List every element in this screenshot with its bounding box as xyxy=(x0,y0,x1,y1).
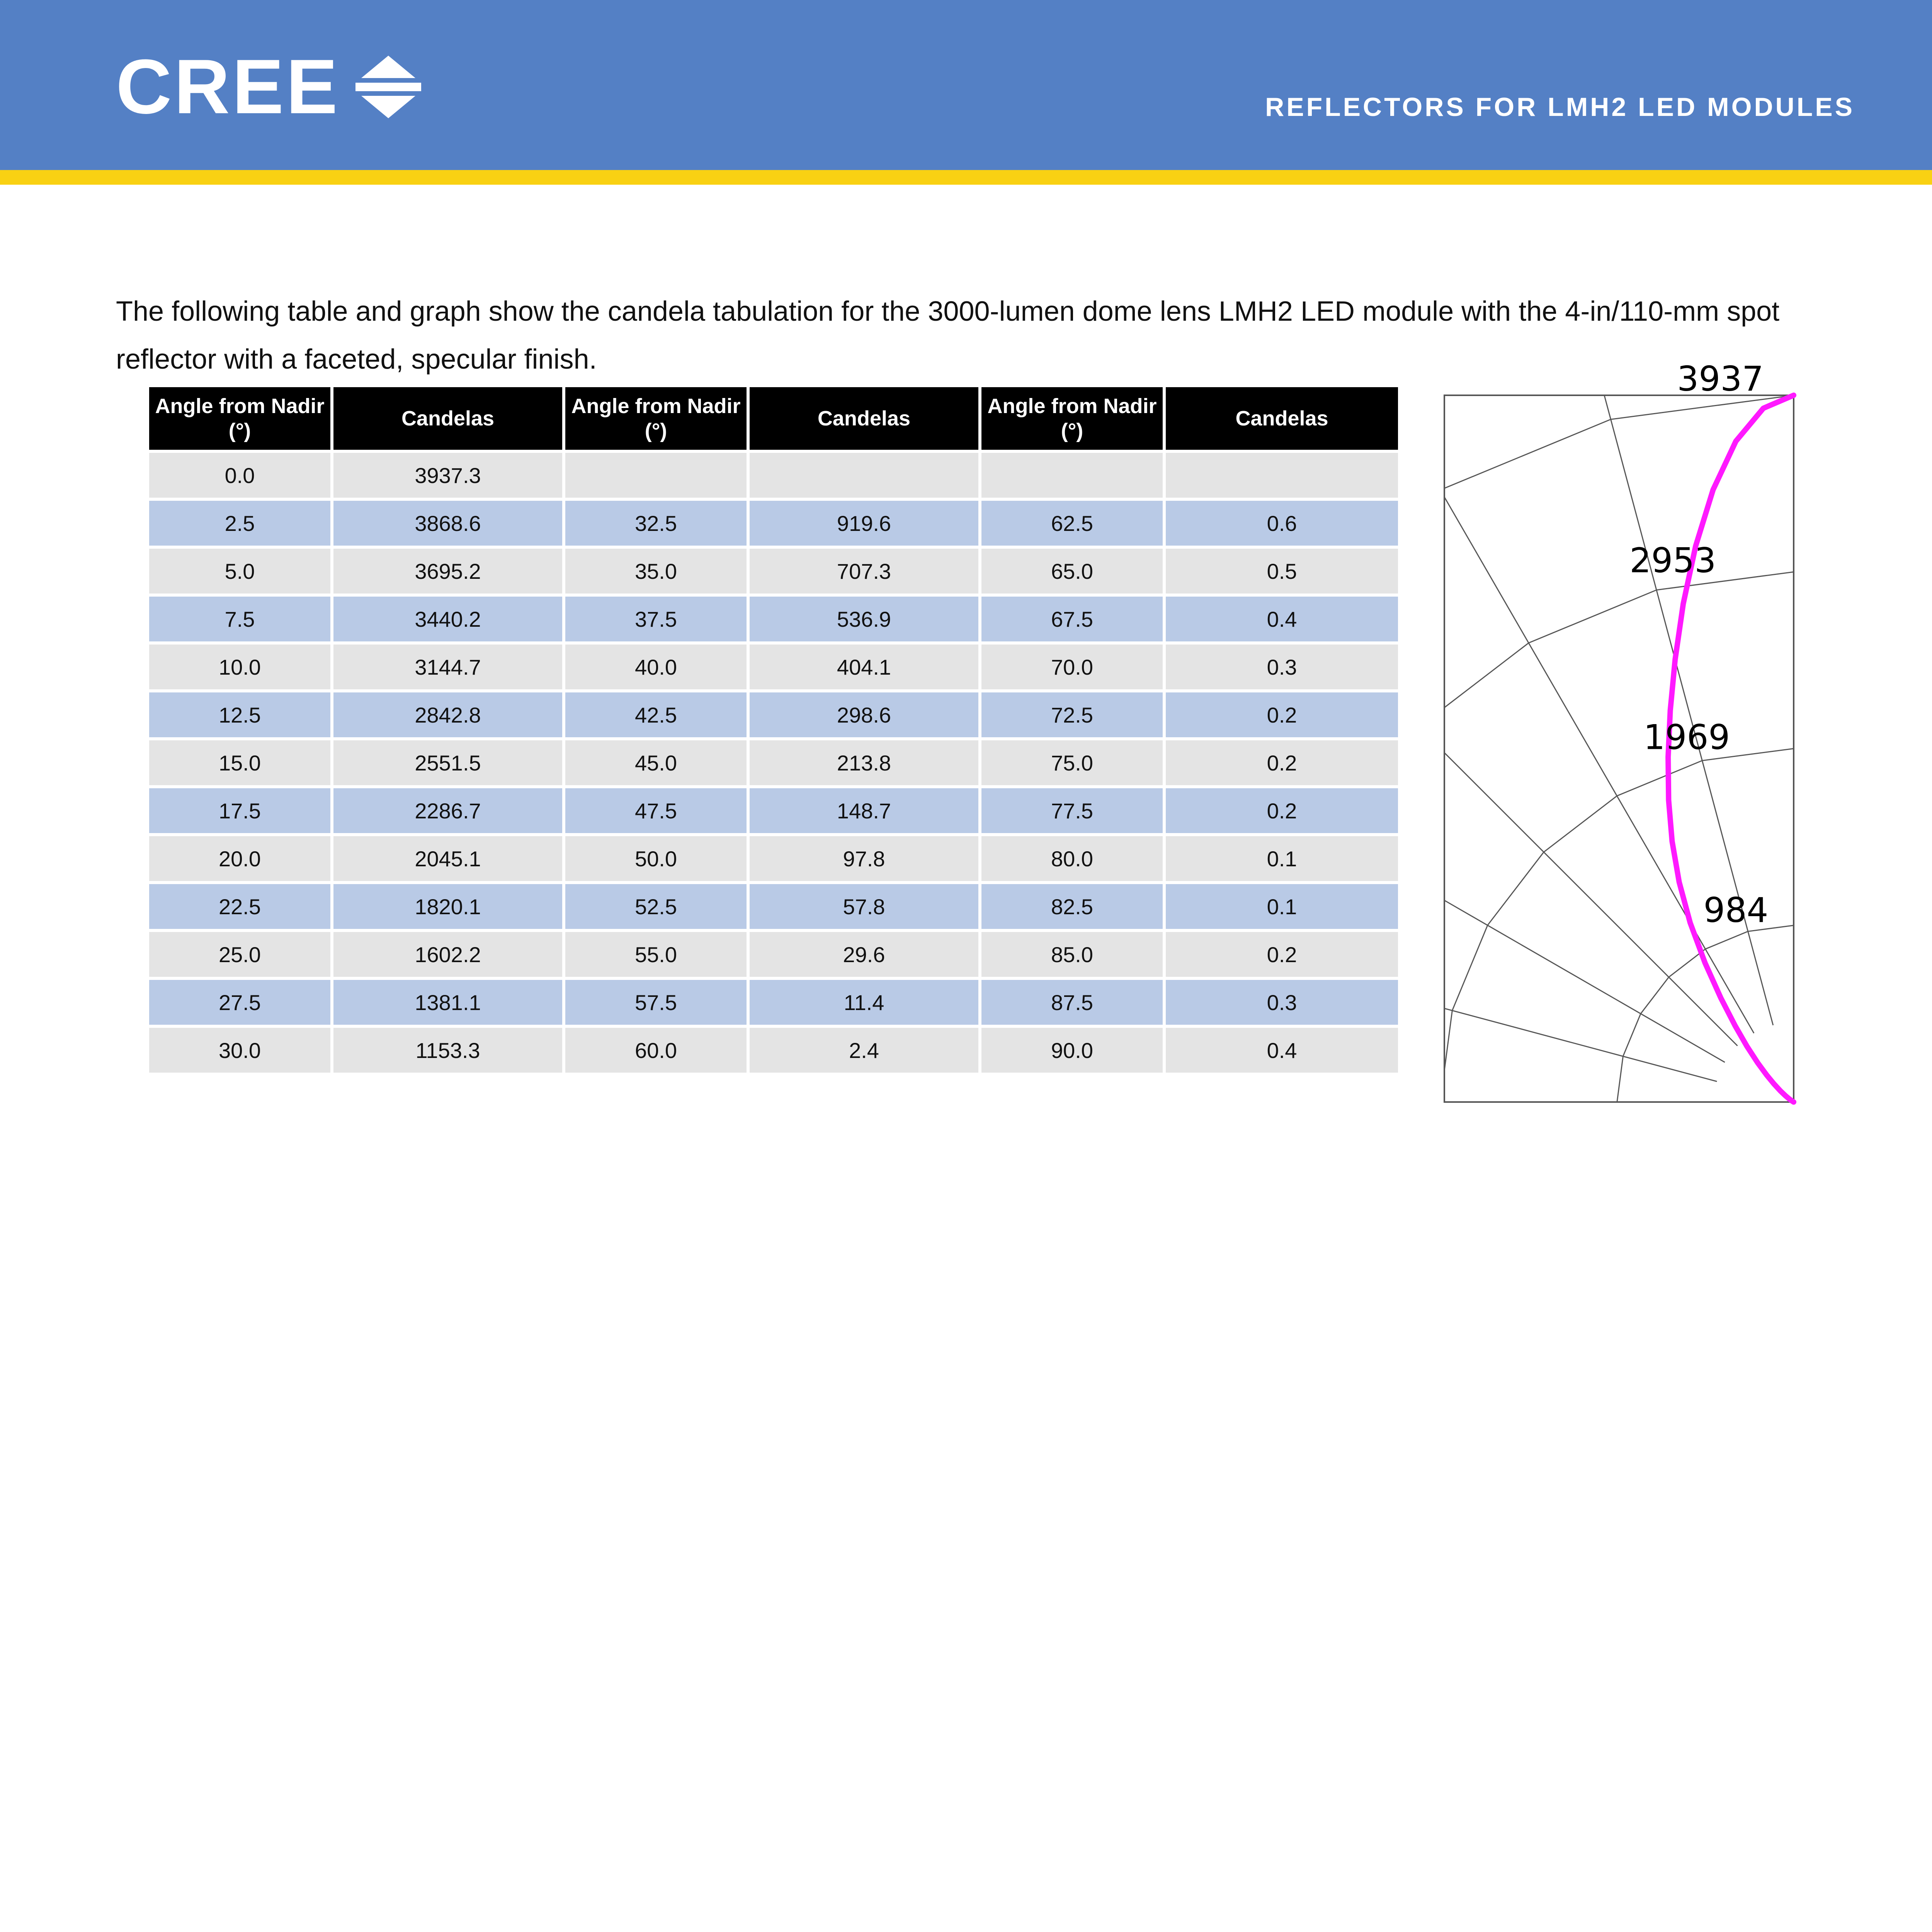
table-header-row xyxy=(148,386,1400,451)
candela-cell: 2286.7 xyxy=(332,787,564,835)
candela-cell: 0.1 xyxy=(1164,883,1400,930)
candela-cell: 3695.2 xyxy=(332,547,564,595)
angle-cell: 57.5 xyxy=(564,978,748,1026)
ring-label: 3937 xyxy=(1677,359,1764,399)
angle-cell xyxy=(980,451,1164,499)
angle-cell: 70.0 xyxy=(980,643,1164,691)
angle-cell: 87.5 xyxy=(980,978,1164,1026)
candela-cell: 1602.2 xyxy=(332,930,564,978)
candela-cell: 0.2 xyxy=(1164,787,1400,835)
angle-cell: 67.5 xyxy=(980,595,1164,643)
candela-table xyxy=(146,384,1401,1076)
angle-cell: 82.5 xyxy=(980,883,1164,930)
angle-cell xyxy=(564,451,748,499)
candela-cell: 2551.5 xyxy=(332,739,564,787)
candela-cell: 11.4 xyxy=(748,978,980,1026)
angle-cell: 27.5 xyxy=(148,978,332,1026)
candela-cell: 0.3 xyxy=(1164,643,1400,691)
candela-cell xyxy=(748,451,980,499)
column-header-angle: Angle from Nadir (°) xyxy=(564,386,748,451)
angle-cell: 75.0 xyxy=(980,739,1164,787)
graph-frame xyxy=(1444,395,1794,1102)
candela-cell: 0.1 xyxy=(1164,835,1400,883)
angle-cell: 60.0 xyxy=(564,1026,748,1074)
candela-cell: 1381.1 xyxy=(332,978,564,1026)
candela-cell: 0.2 xyxy=(1164,739,1400,787)
angle-cell: 40.0 xyxy=(564,643,748,691)
table-row xyxy=(148,691,1400,739)
candela-cell: 0.4 xyxy=(1164,1026,1400,1074)
angle-cell: 7.5 xyxy=(148,595,332,643)
candela-cell: 919.6 xyxy=(748,499,980,547)
angle-cell: 72.5 xyxy=(980,691,1164,739)
candela-cell: 3937.3 xyxy=(332,451,564,499)
angle-cell: 45.0 xyxy=(564,739,748,787)
candela-cell: 0.4 xyxy=(1164,595,1400,643)
angle-cell: 65.0 xyxy=(980,547,1164,595)
polar-graph-svg xyxy=(1441,359,1797,1109)
angle-cell: 32.5 xyxy=(564,499,748,547)
column-header-candelas: Candelas xyxy=(748,386,980,451)
angle-cell: 17.5 xyxy=(148,787,332,835)
table-row xyxy=(148,787,1400,835)
candela-cell: 57.8 xyxy=(748,883,980,930)
intro-paragraph: The following table and graph show the candela tabulation for the 3000-lumen dome lens LMH2 LED module with the 4-in/110-mm spot reflector with a faceted, specular finish. xyxy=(116,296,1780,375)
candela-cell: 0.5 xyxy=(1164,547,1400,595)
candela-cell: 3440.2 xyxy=(332,595,564,643)
candela-cell: 3868.6 xyxy=(332,499,564,547)
header-accent-stripe xyxy=(0,170,1932,185)
angle-cell: 10.0 xyxy=(148,643,332,691)
table-row xyxy=(148,835,1400,883)
table-row xyxy=(148,451,1400,499)
candela-cell: 1820.1 xyxy=(332,883,564,930)
table-row xyxy=(148,978,1400,1026)
angle-cell: 22.5 xyxy=(148,883,332,930)
angle-cell: 25.0 xyxy=(148,930,332,978)
column-header-candelas: Candelas xyxy=(332,386,564,451)
candela-cell: 536.9 xyxy=(748,595,980,643)
candela-cell: 213.8 xyxy=(748,739,980,787)
angle-cell: 85.0 xyxy=(980,930,1164,978)
angle-cell: 80.0 xyxy=(980,835,1164,883)
angle-cell: 47.5 xyxy=(564,787,748,835)
table-row xyxy=(148,499,1400,547)
column-header-angle: Angle from Nadir (°) xyxy=(148,386,332,451)
angle-cell: 37.5 xyxy=(564,595,748,643)
angle-cell: 90.0 xyxy=(980,1026,1164,1074)
table-row xyxy=(148,930,1400,978)
angle-cell: 77.5 xyxy=(980,787,1164,835)
angle-cell: 5.0 xyxy=(148,547,332,595)
table-row xyxy=(148,643,1400,691)
column-header-angle: Angle from Nadir (°) xyxy=(980,386,1164,451)
candela-cell: 0.6 xyxy=(1164,499,1400,547)
candela-cell: 148.7 xyxy=(748,787,980,835)
angle-cell: 30.0 xyxy=(148,1026,332,1074)
candela-cell: 3144.7 xyxy=(332,643,564,691)
candela-cell: 0.2 xyxy=(1164,930,1400,978)
angle-cell: 15.0 xyxy=(148,739,332,787)
candela-polar-graph xyxy=(1441,359,1797,1109)
angle-cell: 20.0 xyxy=(148,835,332,883)
candela-cell: 97.8 xyxy=(748,835,980,883)
candela-table-container xyxy=(146,384,1398,1076)
angle-cell: 52.5 xyxy=(564,883,748,930)
angle-cell: 55.0 xyxy=(564,930,748,978)
table-row xyxy=(148,739,1400,787)
candela-cell: 707.3 xyxy=(748,547,980,595)
cree-chevrons-icon xyxy=(355,54,421,120)
candela-cell: 0.2 xyxy=(1164,691,1400,739)
candela-cell: 2842.8 xyxy=(332,691,564,739)
table-row xyxy=(148,547,1400,595)
logo-text: CREE xyxy=(116,44,340,130)
angle-cell: 62.5 xyxy=(980,499,1164,547)
angle-cell: 12.5 xyxy=(148,691,332,739)
candela-cell: 2045.1 xyxy=(332,835,564,883)
candela-cell: 1153.3 xyxy=(332,1026,564,1074)
document-title: REFLECTORS FOR LMH2 LED MODULES xyxy=(1265,92,1855,122)
page-header xyxy=(0,0,1932,170)
column-header-candelas: Candelas xyxy=(1164,386,1400,451)
angle-cell: 2.5 xyxy=(148,499,332,547)
cree-logo xyxy=(116,44,421,130)
table-row xyxy=(148,883,1400,930)
ring-label: 984 xyxy=(1703,890,1769,930)
candela-cell: 0.3 xyxy=(1164,978,1400,1026)
ring-label: 2953 xyxy=(1629,541,1716,581)
table-row xyxy=(148,595,1400,643)
angle-cell: 50.0 xyxy=(564,835,748,883)
candela-cell: 404.1 xyxy=(748,643,980,691)
candela-cell xyxy=(1164,451,1400,499)
angle-cell: 42.5 xyxy=(564,691,748,739)
ring-label: 1969 xyxy=(1643,717,1730,757)
angle-cell: 0.0 xyxy=(148,451,332,499)
table-body xyxy=(148,451,1400,1074)
candela-cell: 29.6 xyxy=(748,930,980,978)
table-row xyxy=(148,1026,1400,1074)
candela-cell: 298.6 xyxy=(748,691,980,739)
candela-cell: 2.4 xyxy=(748,1026,980,1074)
angle-cell: 35.0 xyxy=(564,547,748,595)
